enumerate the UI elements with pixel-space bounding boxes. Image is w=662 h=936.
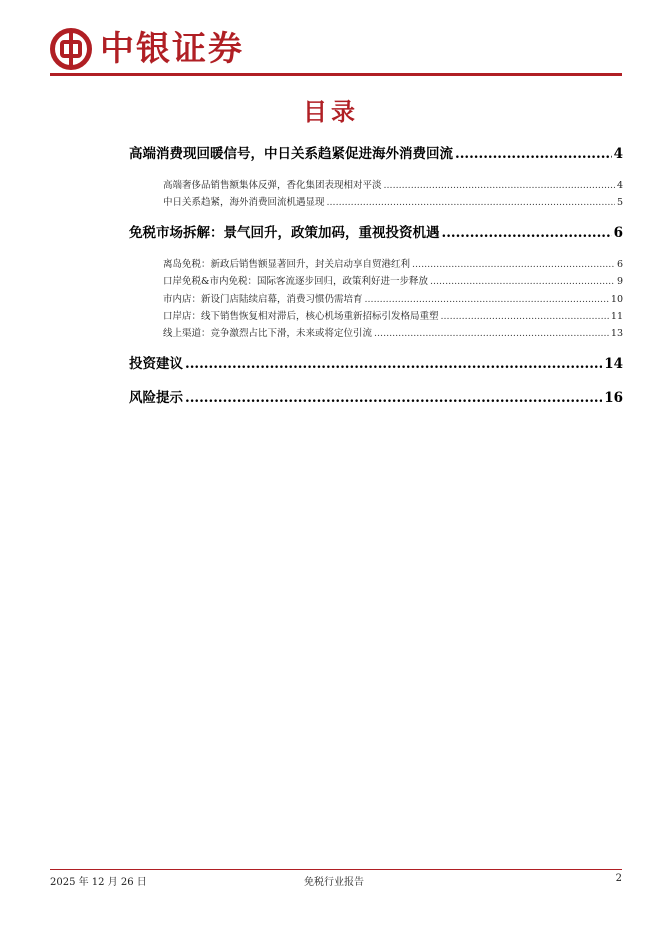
toc-entry[interactable] <box>163 194 623 208</box>
toc-entry-page: 4 <box>616 180 623 191</box>
footer-date: 2025 年 12 月 26 日 <box>50 877 147 888</box>
toc-entry[interactable] <box>163 256 623 270</box>
toc-entry-page: 10 <box>610 294 623 305</box>
toc-entry-page: 16 <box>604 390 623 406</box>
toc-entry-text: 高端消费现回暖信号，中日关系趋紧促进海外消费回流 <box>129 146 453 162</box>
footer-report-name: 免税行业报告 <box>304 877 364 888</box>
toc-entry-text: 高端奢侈品销售额集体反弹，香化集团表现相对平淡 <box>163 180 382 191</box>
toc-entry[interactable] <box>163 177 623 191</box>
toc-entry-text: 离岛免税：新政后销售额显著回升，封关启动享自贸港红利 <box>163 259 411 270</box>
toc-entry[interactable] <box>163 273 623 287</box>
toc-entry[interactable] <box>163 325 623 339</box>
toc-entry[interactable] <box>129 386 623 406</box>
toc-entry[interactable] <box>129 352 623 372</box>
toc-entry-page: 4 <box>613 146 623 162</box>
toc-leader-dots <box>455 146 612 162</box>
toc-entry-page: 14 <box>604 356 623 372</box>
toc-entry-text: 免税市场拆解：景气回升，政策加码，重视投资机遇 <box>129 225 440 241</box>
toc-entry-page: 5 <box>616 197 623 208</box>
toc-entry[interactable] <box>129 221 623 241</box>
footer-page-number: 2 <box>615 873 622 884</box>
toc-leader-dots <box>365 294 609 305</box>
toc-leader-dots <box>185 390 602 406</box>
toc-leader-dots <box>374 328 609 339</box>
toc-leader-dots <box>442 225 612 241</box>
toc-leader-dots <box>441 311 609 322</box>
footer-divider <box>50 869 622 870</box>
toc-entry-text: 市内店：新设门店陆续启幕，消费习惯仍需培育 <box>163 294 363 305</box>
toc-entry-page: 6 <box>616 259 623 270</box>
toc-entry-page: 9 <box>616 276 623 287</box>
toc-leader-dots <box>430 276 615 287</box>
toc-leader-dots <box>412 259 615 270</box>
toc-entry[interactable] <box>163 291 623 305</box>
brand-name: 中银证券 <box>100 29 244 69</box>
toc-entry-text: 风险提示 <box>129 390 183 406</box>
toc-leader-dots <box>327 197 615 208</box>
toc-leader-dots <box>384 180 615 191</box>
header-divider <box>50 73 622 76</box>
toc-entry-text: 投资建议 <box>129 356 183 372</box>
toc-entry-page: 11 <box>610 311 623 322</box>
toc-leader-dots <box>185 356 602 372</box>
toc-entry-text: 口岸店：线下销售恢复相对滞后，核心机场重新招标引发格局重塑 <box>163 311 439 322</box>
toc-entry-text: 中日关系趋紧，海外消费回流机遇显现 <box>163 197 325 208</box>
toc-entry-text: 口岸免税&市内免税：国际客流逐步回归，政策利好进一步释放 <box>163 276 428 287</box>
toc-title: 目录 <box>303 97 359 126</box>
toc-entry[interactable] <box>129 142 623 162</box>
bank-of-china-logo-icon <box>50 28 92 70</box>
toc-entry-page: 6 <box>613 225 623 241</box>
toc-entry[interactable] <box>163 308 623 322</box>
toc-entry-page: 13 <box>610 328 623 339</box>
brand-logo <box>50 26 244 72</box>
toc-entry-text: 线上渠道：竞争激烈占比下滑，未来或将定位引流 <box>163 328 373 339</box>
